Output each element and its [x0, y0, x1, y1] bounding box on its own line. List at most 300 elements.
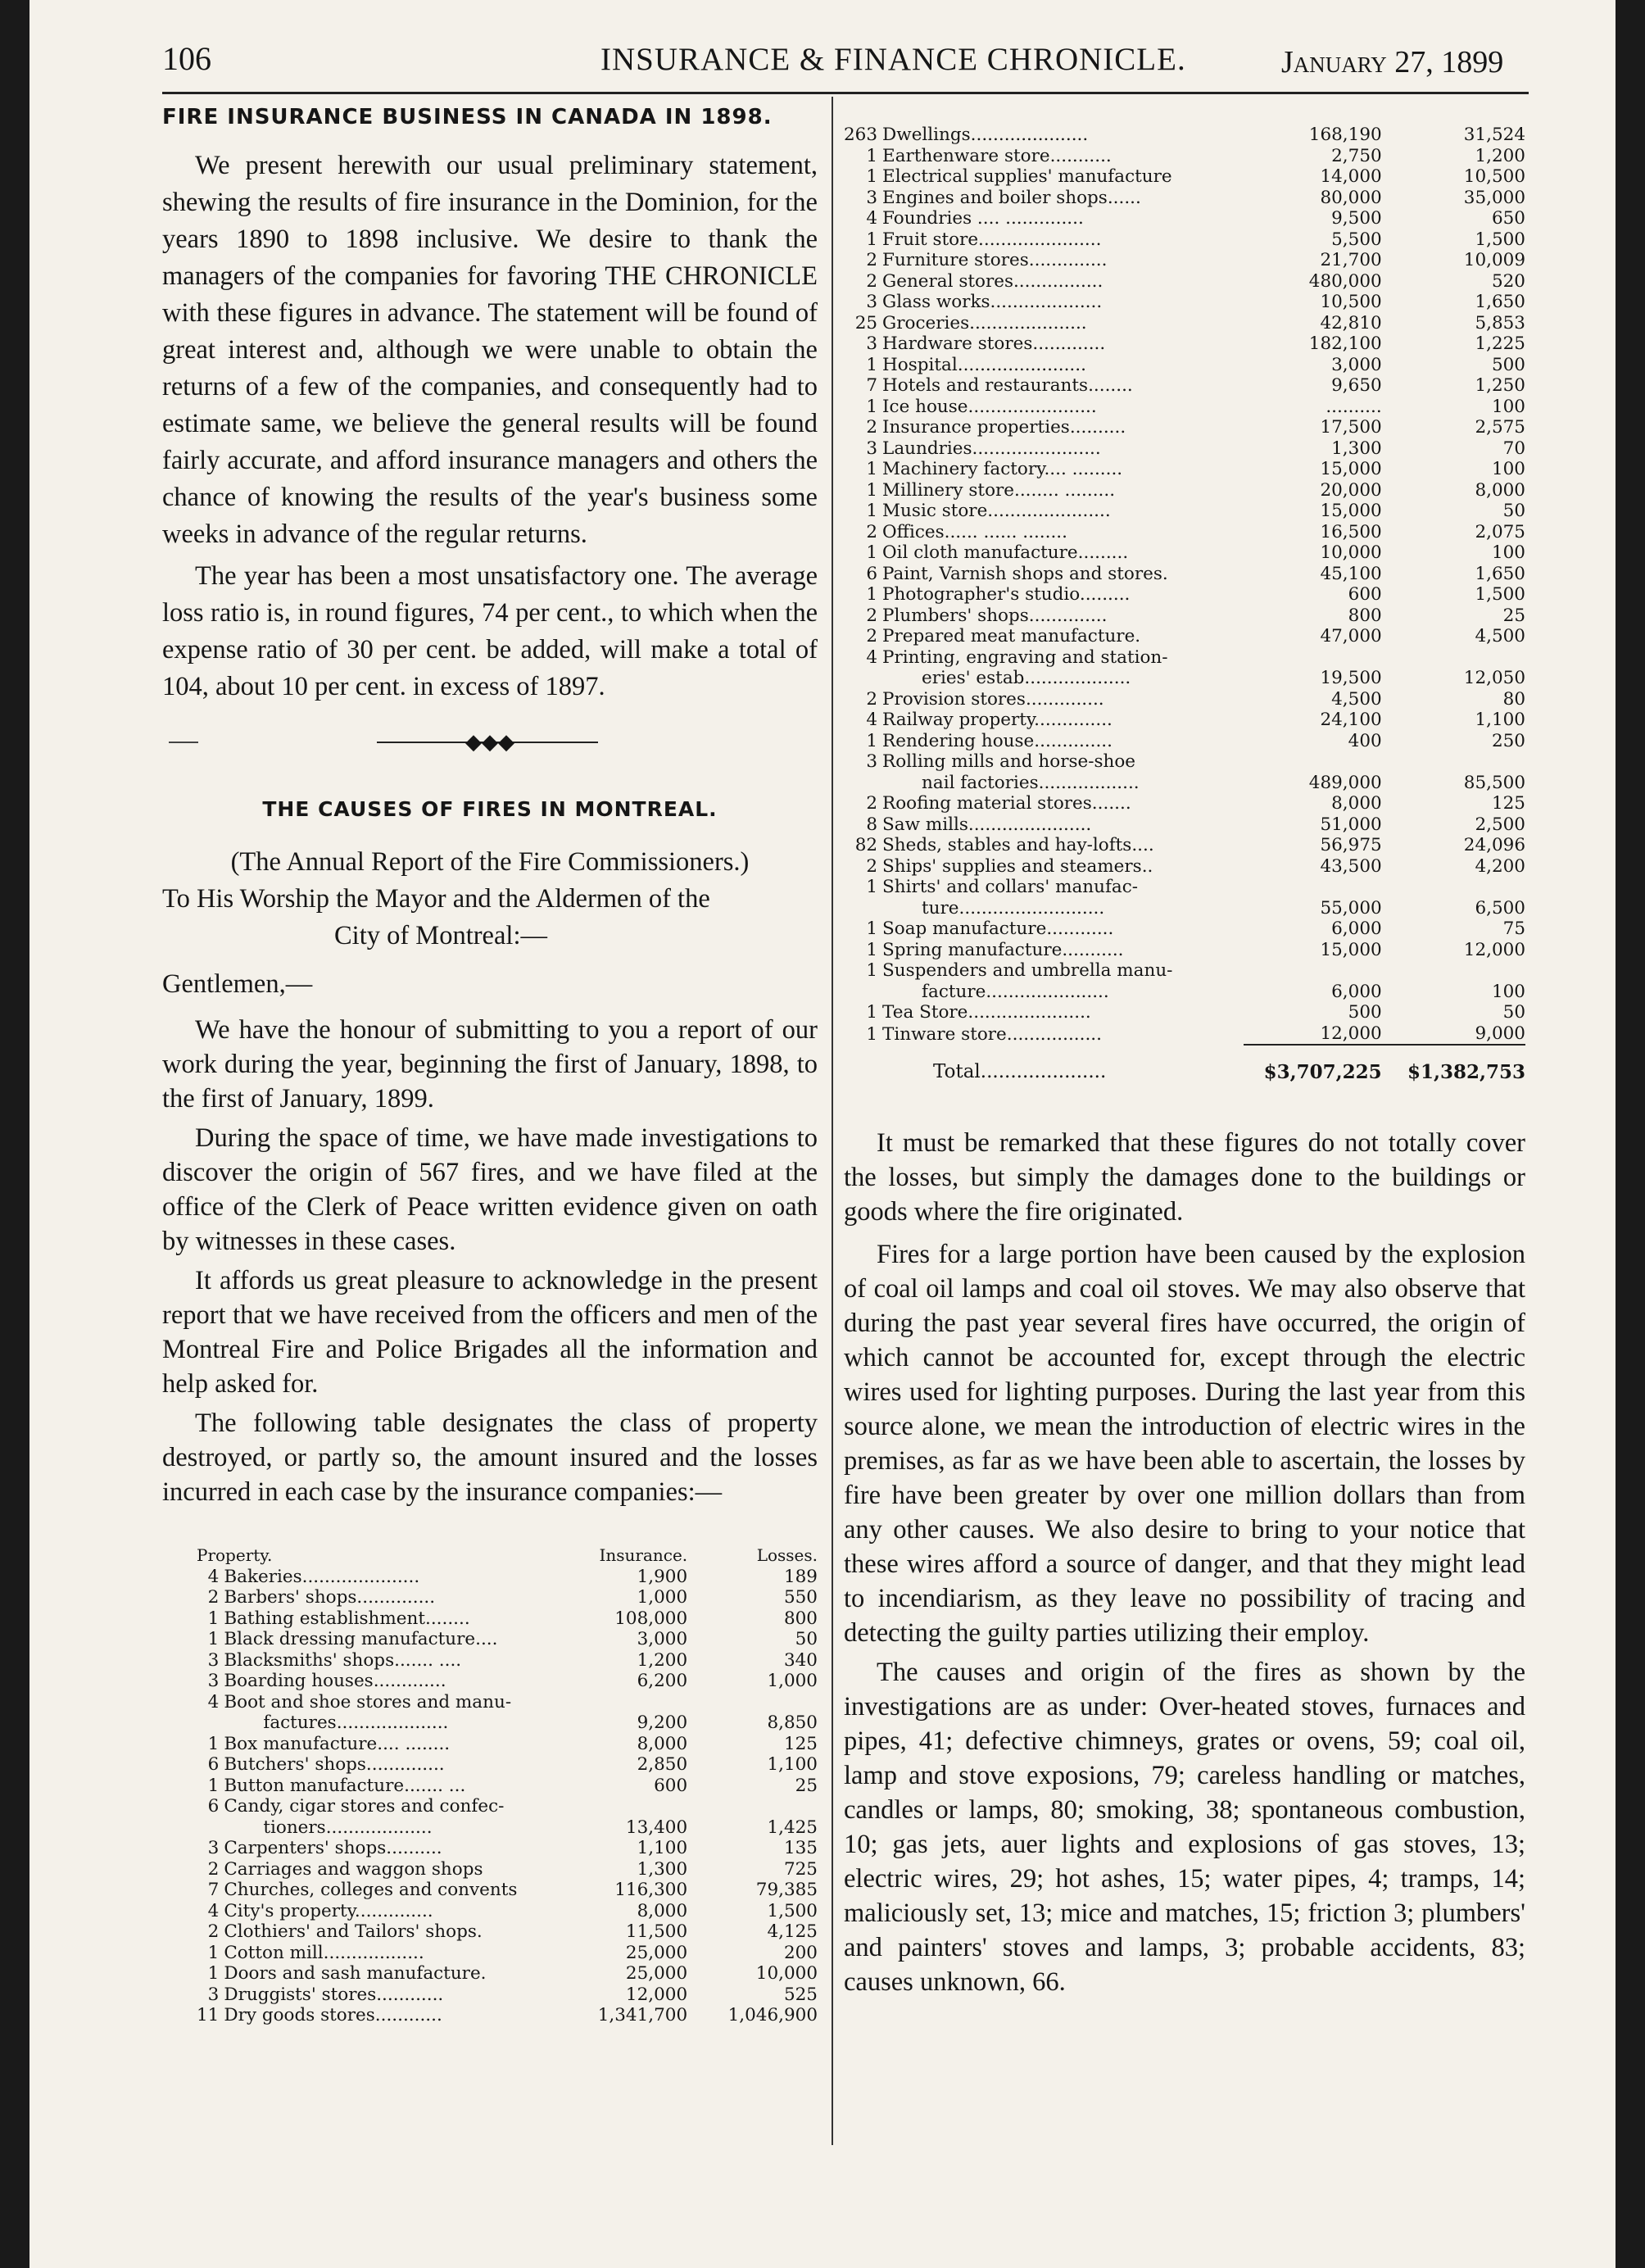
row-count: 1: [866, 479, 878, 501]
row-losses: 85,500: [1463, 772, 1525, 793]
row-insurance: 15,000: [1320, 459, 1382, 479]
row-insurance: 489,000: [1308, 772, 1382, 793]
table-row: [197, 1963, 818, 1984]
row-property: Sheds, stables and hay-lofts....: [882, 835, 1154, 855]
row-property: Earthenware store...........: [882, 145, 1112, 166]
row-property: Oil cloth manufacture.........: [882, 542, 1129, 563]
row-losses: 550: [783, 1587, 818, 1608]
article-paragraph: Fires for a large portion have been caused by the explosion of coal oil lamps and coal oil stoves. We may also observe that during the past year several fires have occurred, the origin of which cannot be accounted for, except through the electric wires used for lighting purposes. During the last year from this source alone, we mean the introduction of electric wires in the premises, as far as we have been able to ascertain, the losses by fire have been greater by over one million dollars than from any other causes. We also desire to bring to your notice that these wires afford a source of danger, and that they might lead to incendiarism, as they leave no possibility of tracing and detecting the guilty parties utilizing their employ.: [844, 1239, 1525, 1648]
row-count: 3: [207, 1838, 220, 1858]
row-losses: 4,500: [1475, 626, 1525, 646]
row-property: Millinery store........ .........: [882, 479, 1116, 501]
row-losses: 125: [1491, 793, 1525, 814]
row-insurance: 6,000: [1331, 981, 1382, 1002]
row-losses: 10,000: [755, 1963, 818, 1984]
row-losses: [687, 1692, 818, 1713]
row-losses: 6,500: [1475, 897, 1525, 919]
table-row: [844, 793, 1525, 814]
row-count: 1: [866, 229, 878, 250]
table-row: [844, 584, 1525, 606]
row-property: Offices...... ...... ........: [882, 521, 1067, 542]
row-property: Glass works....................: [882, 292, 1103, 312]
table-row: [197, 1692, 818, 1713]
row-insurance: 2,750: [1331, 145, 1382, 166]
row-losses: 800: [783, 1608, 818, 1629]
row-losses: 125: [783, 1733, 818, 1754]
row-property: Engines and boiler shops......: [882, 187, 1141, 208]
row-count: 1: [866, 166, 878, 187]
table-row: [197, 1817, 818, 1839]
table-row: [844, 146, 1525, 167]
table-row: [197, 1608, 818, 1630]
table-row: [197, 1921, 818, 1943]
row-count: 4: [207, 1566, 220, 1587]
table-row: [844, 375, 1525, 397]
table-row: [844, 606, 1525, 627]
row-property: Spring manufacture...........: [882, 939, 1124, 960]
table-row: [844, 940, 1525, 961]
row-losses: 1,425: [767, 1817, 818, 1838]
row-property: Rolling mills and horse-shoe: [882, 751, 1136, 772]
row-losses: [1382, 960, 1525, 982]
row-count: 4: [207, 1691, 220, 1712]
row-losses: 75: [1502, 919, 1525, 939]
row-insurance: 1,100: [637, 1838, 688, 1858]
row-insurance: 116,300: [614, 1880, 688, 1900]
row-property: facture......................: [922, 981, 1109, 1002]
table-row: [844, 668, 1525, 689]
row-property: City's property..............: [224, 1900, 433, 1921]
row-losses: 1,250: [1475, 375, 1525, 396]
row-losses: 4,200: [1475, 855, 1525, 877]
row-losses: 650: [1491, 208, 1525, 229]
address-line: To His Worship the Mayor and the Aldermen of the: [162, 884, 710, 914]
row-count: 25: [854, 312, 878, 333]
row-count: 3: [866, 751, 878, 772]
row-losses: 5,853: [1475, 312, 1525, 333]
right-column: [844, 125, 1525, 1999]
row-insurance: [564, 1692, 687, 1713]
header-rule: [162, 92, 1529, 94]
row-property: Printing, engraving and station-: [882, 646, 1168, 668]
row-count: 1: [866, 939, 878, 960]
row-property: Saw mills......................: [882, 814, 1092, 835]
row-losses: 8,850: [767, 1712, 818, 1733]
row-property: Fruit store......................: [882, 229, 1102, 250]
row-losses: 1,100: [1475, 710, 1525, 730]
table-row: [197, 1629, 818, 1650]
row-count: 3: [866, 333, 878, 354]
row-property: eries' estab...................: [922, 668, 1131, 688]
row-property: Hotels and restaurants........: [882, 375, 1133, 396]
row-property: Dry goods stores............: [224, 2005, 442, 2025]
row-insurance: 2,850: [637, 1754, 688, 1775]
row-property: Electrical supplies' manufacture: [882, 166, 1172, 187]
row-property: Carpenters' shops..........: [224, 1838, 442, 1858]
table-row: [844, 480, 1525, 501]
column-header-insurance: Insurance.: [599, 1545, 688, 1565]
table-row: [844, 208, 1525, 229]
row-insurance: 45,100: [1320, 563, 1382, 584]
row-count: 1: [207, 1629, 220, 1649]
row-count: 2: [866, 793, 878, 814]
row-property: Furniture stores..............: [882, 250, 1108, 270]
row-insurance: 480,000: [1308, 270, 1382, 292]
row-losses: 31,524: [1463, 125, 1525, 145]
row-insurance: 80,000: [1320, 187, 1382, 208]
article-paragraph: We present herewith our usual preliminary statement, shewing the results of fire insurance in the Dominion, for the years 1890 to 1898 inclusive. We desire to thank the managers of the companies for favoring THE CHRONICLE with these figures in advance. The statement will be found of great interest and, although we were unable to obtain the returns of a few of the companies, and consequently had to estimate same, we believe the general results will be found fairly accurate, and afford insurance managers and others the chance of knowing the results of the year's business some weeks in advance of the regular returns.: [162, 151, 818, 549]
table-row: [844, 626, 1525, 647]
row-property: Boarding houses.............: [224, 1671, 446, 1691]
table-row: [844, 710, 1525, 731]
row-count: 4: [866, 208, 878, 229]
row-insurance: 8,000: [637, 1900, 688, 1921]
row-losses: 1,225: [1475, 333, 1525, 354]
row-insurance: 43,500: [1320, 855, 1382, 877]
row-losses: 250: [1491, 730, 1525, 751]
article-paragraph: The following table designates the class of property destroyed, or partly so, the amount insured and the losses incurred in each case by the insurance companies:—: [162, 1408, 818, 1507]
row-losses: 10,009: [1463, 250, 1525, 270]
row-insurance: 600: [654, 1775, 688, 1796]
row-count: 1: [866, 919, 878, 939]
table-row: [844, 1002, 1525, 1023]
row-losses: 4,125: [767, 1921, 818, 1942]
row-losses: 25: [795, 1775, 818, 1796]
row-property: Hospital.......................: [882, 354, 1086, 375]
row-property: Tea Store......................: [882, 1002, 1091, 1023]
row-insurance: 24,100: [1320, 710, 1382, 730]
row-count: 1: [207, 1942, 220, 1963]
article-paragraph: It must be remarked that these figures do not totally cover the losses, but simply the damages done to the buildings or goods where the fire originated.: [844, 1127, 1525, 1227]
row-property: Music store......................: [882, 501, 1111, 521]
row-property: Prepared meat manufacture.: [882, 626, 1141, 646]
row-count: [197, 1712, 224, 1734]
table-row: [844, 1023, 1525, 1046]
table-row: [844, 355, 1525, 376]
row-insurance: 1,300: [1331, 438, 1382, 459]
table-row: [197, 1880, 818, 1901]
row-losses: 1,200: [1475, 145, 1525, 166]
total-insurance: $3,707,225: [1263, 1061, 1382, 1083]
row-count: 1: [866, 1002, 878, 1023]
row-property: tioners...................: [263, 1817, 433, 1838]
row-insurance: 12,000: [625, 1984, 688, 2005]
row-property: Photographer's studio.........: [882, 584, 1131, 605]
row-count: 4: [866, 646, 878, 668]
row-insurance: 10,500: [1320, 292, 1382, 312]
table-row: [844, 438, 1525, 460]
row-property: Shirts' and collars' manufac-: [882, 877, 1139, 897]
address-line: City of Montreal:—: [334, 921, 547, 950]
column-header-losses: Losses.: [756, 1545, 818, 1565]
row-losses: 2,575: [1475, 417, 1525, 438]
row-count: 2: [866, 855, 878, 877]
row-count: 1: [866, 542, 878, 563]
row-count: [844, 773, 882, 794]
row-count: 1: [866, 396, 878, 417]
row-losses: 100: [1491, 542, 1525, 563]
table-row: [844, 731, 1525, 752]
article-heading-causes-of-fires: THE CAUSES OF FIRES IN MONTREAL.: [262, 797, 718, 821]
row-losses: 12,000: [1463, 939, 1525, 960]
table-row: [844, 188, 1525, 209]
row-losses: 35,000: [1463, 187, 1525, 208]
row-insurance: ..........: [1326, 396, 1382, 417]
row-losses: 50: [1502, 1002, 1525, 1023]
row-count: [844, 982, 882, 1003]
total-losses: $1,382,753: [1407, 1061, 1525, 1083]
row-property: Rendering house..............: [882, 730, 1113, 751]
table-row: [197, 1712, 818, 1734]
left-column: [162, 105, 818, 2026]
row-losses: 2,500: [1475, 814, 1525, 835]
row-losses: 10,500: [1463, 166, 1525, 187]
row-losses: 100: [1491, 459, 1525, 479]
row-property: General stores................: [882, 270, 1103, 292]
row-property: Black dressing manufacture....: [224, 1629, 498, 1649]
row-insurance: 9,500: [1331, 208, 1382, 229]
table-row: [844, 960, 1525, 982]
table-row: [844, 397, 1525, 418]
table-total-row: [844, 1052, 1525, 1083]
row-count: 2: [866, 688, 878, 710]
row-property: Insurance properties..........: [882, 417, 1126, 438]
row-count: 2: [866, 626, 878, 646]
table-row: [197, 1776, 818, 1797]
divider-ornament-icon: ◆◆◆: [465, 730, 514, 754]
table-row: [197, 1796, 818, 1817]
row-insurance: 15,000: [1320, 939, 1382, 960]
row-losses: 1,650: [1475, 563, 1525, 584]
row-count: [844, 668, 882, 689]
row-count: 2: [866, 250, 878, 270]
row-count: 1: [866, 459, 878, 479]
section-divider: [162, 719, 818, 768]
row-insurance: 3,000: [637, 1629, 688, 1649]
row-count: 82: [854, 835, 878, 855]
row-insurance: 400: [1348, 730, 1382, 751]
table-row: [844, 522, 1525, 543]
row-insurance: [564, 1796, 687, 1817]
table-row: [197, 1650, 818, 1672]
row-losses: 100: [1491, 396, 1525, 417]
row-count: 1: [866, 145, 878, 166]
table-row: [197, 1984, 818, 2006]
row-losses: 8,000: [1475, 479, 1525, 501]
row-losses: [1382, 877, 1525, 898]
row-count: 1: [207, 1608, 220, 1629]
table-row: [844, 292, 1525, 313]
row-losses: 25: [1502, 605, 1525, 626]
row-insurance: 19,500: [1320, 668, 1382, 688]
table-row: [197, 1943, 818, 1964]
row-count: 3: [866, 292, 878, 312]
row-losses: 70: [1502, 438, 1525, 459]
table-row: [844, 417, 1525, 438]
row-count: 3: [866, 187, 878, 208]
page-number: 106: [162, 40, 211, 77]
row-count: 1: [866, 877, 878, 897]
row-property: Suspenders and umbrella manu-: [882, 960, 1173, 981]
row-count: 7: [207, 1880, 220, 1900]
table-row: [844, 313, 1525, 334]
table-row: [844, 271, 1525, 293]
row-insurance: 108,000: [614, 1608, 688, 1629]
row-property: nail factories..................: [922, 772, 1140, 793]
row-count: 6: [207, 1754, 220, 1775]
row-losses: 500: [1491, 354, 1525, 375]
row-count: 2: [207, 1587, 220, 1608]
row-losses: 189: [783, 1566, 818, 1587]
row-losses: [1382, 647, 1525, 669]
row-insurance: 16,500: [1320, 521, 1382, 542]
row-losses: 2,075: [1475, 521, 1525, 542]
table-row: [197, 2005, 818, 2026]
row-insurance: 182,100: [1308, 333, 1382, 354]
row-count: 3: [207, 1649, 220, 1671]
table-row: [197, 1901, 818, 1922]
row-insurance: 800: [1348, 605, 1382, 626]
table-row: [844, 751, 1525, 773]
row-property: Clothiers' and Tailors' shops.: [224, 1921, 483, 1942]
row-count: 1: [207, 1775, 220, 1796]
row-insurance: 5,500: [1331, 229, 1382, 250]
row-insurance: 8,000: [1331, 793, 1382, 814]
table-row: [197, 1671, 818, 1692]
row-losses: 1,000: [767, 1671, 818, 1691]
row-insurance: 15,000: [1320, 501, 1382, 521]
column-rule: [832, 97, 833, 2145]
row-losses: 79,385: [755, 1880, 818, 1900]
row-property: Bakeries.....................: [224, 1566, 420, 1587]
article-paragraph: It affords us great pleasure to acknowledge in the present report that we have received from the officers and men of the Montreal Fire and Police Brigades all the information and help asked for.: [162, 1266, 818, 1399]
table-row: [844, 459, 1525, 480]
divider-mark: [169, 742, 198, 743]
row-insurance: 9,200: [637, 1712, 688, 1733]
row-property: Box manufacture.... ........: [224, 1733, 451, 1754]
table-row: [844, 250, 1525, 271]
row-losses: 1,500: [1475, 584, 1525, 605]
row-property: Soap manufacture............: [882, 919, 1114, 939]
row-property: Barbers' shops..............: [224, 1587, 436, 1608]
table-row: [844, 564, 1525, 585]
row-count: 1: [207, 1733, 220, 1754]
row-losses: 1,650: [1475, 292, 1525, 312]
row-losses: 24,096: [1463, 835, 1525, 855]
row-losses: 340: [783, 1649, 818, 1671]
issue-date: January 27, 1899: [1281, 45, 1504, 79]
row-insurance: 1,900: [637, 1566, 688, 1587]
row-property: Churches, colleges and convents: [224, 1880, 518, 1900]
row-count: 4: [866, 710, 878, 730]
table-row: [197, 1754, 818, 1776]
row-property: Hardware stores.............: [882, 333, 1106, 354]
row-losses: 100: [1491, 981, 1525, 1002]
row-count: 2: [866, 270, 878, 292]
publication-title: INSURANCE & FINANCE CHRONICLE.: [600, 42, 1186, 77]
table-row: [844, 333, 1525, 355]
table-row: [844, 689, 1525, 710]
row-property: Plumbers' shops..............: [882, 605, 1108, 626]
row-insurance: 25,000: [625, 1963, 688, 1984]
row-losses: 12,050: [1463, 668, 1525, 688]
row-insurance: 13,400: [625, 1817, 688, 1838]
row-insurance: 1,000: [637, 1587, 688, 1608]
table-row: [197, 1567, 818, 1588]
article-heading-fire-insurance: FIRE INSURANCE BUSINESS IN CANADA IN 1898.: [162, 105, 773, 129]
report-subtitle: (The Annual Report of the Fire Commissioners.): [230, 847, 750, 877]
row-property: Butchers' shops..............: [224, 1754, 445, 1775]
row-losses: 1,500: [767, 1900, 818, 1921]
row-losses: 50: [1502, 501, 1525, 521]
table-row: [197, 1859, 818, 1880]
fire-losses-table-part-1: [197, 1545, 818, 2026]
table-row: [844, 166, 1525, 188]
article-paragraph: The causes and origin of the fires as shown by the investigations are as under: Over-heated stoves, furnaces and pipes, 41; defective chimneys, grates or ovens, 59; coal oil, lamp and stove exposions, 79; careless handling or matches, candles or lamps, 80; smoking, 38; spontaneous combustion, 10; gas jets, auer lights and explosions of gas stoves, 13; electric wires, 29; hot ashes, 15; water pipes, 4; tramps, 14; maliciously set, 13; mice and matches, 15; friction 3; plumbers' and painters' stoves and lamps, 3; probable accidents, 83; causes unknown, 66.: [844, 1657, 1525, 1997]
row-insurance: 25,000: [625, 1942, 688, 1963]
row-property: Groceries.....................: [882, 312, 1087, 333]
row-count: 2: [866, 417, 878, 438]
row-property: Foundries .... ..............: [882, 208, 1084, 229]
table-header-row: [197, 1545, 818, 1567]
row-insurance: 3,000: [1331, 354, 1382, 375]
row-property: Railway property..............: [882, 710, 1113, 730]
row-insurance: [1244, 751, 1381, 773]
row-insurance: 42,810: [1320, 312, 1382, 333]
row-insurance: [1244, 877, 1381, 898]
row-insurance: 10,000: [1320, 542, 1382, 563]
row-property: factures....................: [263, 1712, 449, 1733]
row-insurance: 12,000: [1320, 1023, 1382, 1044]
row-insurance: 21,700: [1320, 250, 1382, 270]
row-count: 3: [207, 1671, 220, 1691]
table-row: [844, 856, 1525, 878]
row-property: Doors and sash manufacture.: [224, 1963, 487, 1984]
row-insurance: [1244, 647, 1381, 669]
table-row: [844, 877, 1525, 898]
row-count: 2: [207, 1858, 220, 1880]
table-row: [844, 835, 1525, 856]
row-insurance: 1,200: [637, 1649, 688, 1671]
row-insurance: 56,975: [1320, 835, 1382, 855]
row-property: Roofing material stores.......: [882, 793, 1131, 814]
row-count: 1: [866, 501, 878, 521]
table-row: [844, 773, 1525, 794]
table-row: [197, 1838, 818, 1859]
fire-losses-table-part-2: [844, 125, 1525, 1083]
row-property: Candy, cigar stores and confec-: [224, 1796, 505, 1817]
row-property: Paint, Varnish shops and stores.: [882, 563, 1168, 584]
row-insurance: 17,500: [1320, 417, 1382, 438]
row-losses: 200: [783, 1942, 818, 1963]
row-insurance: 20,000: [1320, 479, 1382, 501]
row-insurance: 1,300: [637, 1858, 688, 1880]
row-property: ture..........................: [922, 897, 1105, 919]
row-insurance: 500: [1348, 1002, 1382, 1023]
table-row: [844, 814, 1525, 836]
table-row: [197, 1587, 818, 1608]
row-count: [197, 1817, 224, 1839]
newspaper-page: [29, 0, 1616, 2268]
row-property: Machinery factory.... .........: [882, 459, 1123, 479]
row-losses: [687, 1796, 818, 1817]
row-property: Ships' supplies and steamers..: [882, 855, 1153, 877]
row-insurance: [1244, 960, 1381, 982]
row-insurance: 6,000: [1331, 919, 1382, 939]
article-paragraph: We have the honour of submitting to you a report of our work during the year, beginning the first of January, 1898, to the first of January, 1899.: [162, 1015, 818, 1114]
row-insurance: 1,341,700: [597, 2005, 688, 2025]
row-count: 3: [866, 438, 878, 459]
